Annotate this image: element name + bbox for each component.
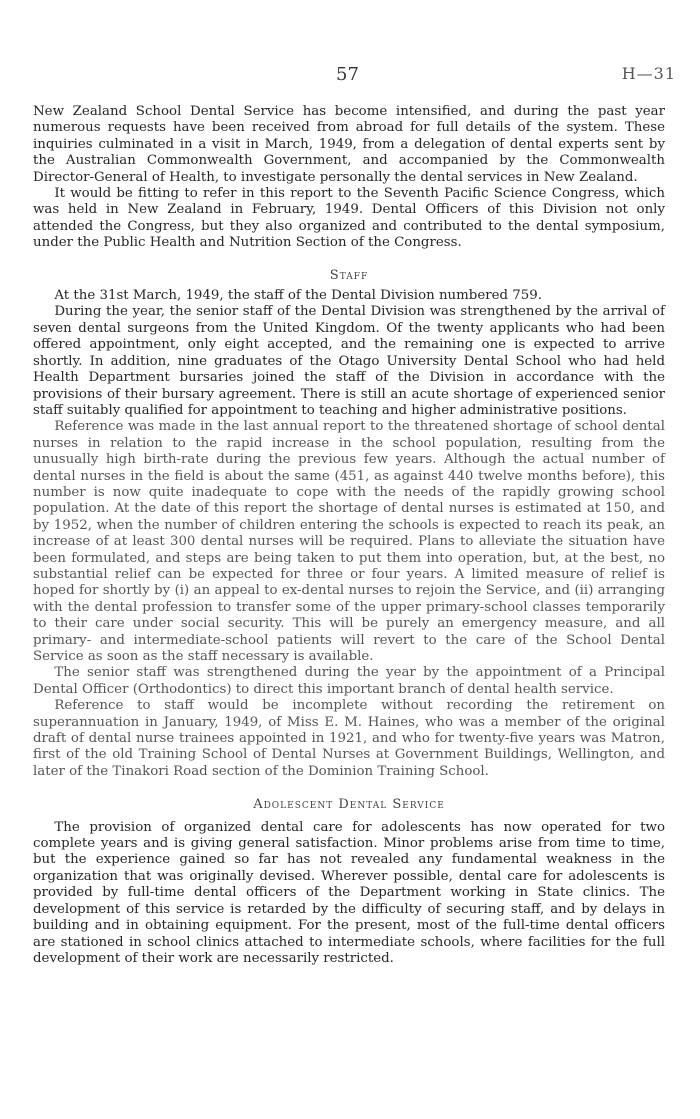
document-body: [33, 104, 665, 967]
adolescent-paragraph: The provision of organized dental care for adolescents has now operated for two complete years and is giving general satisfaction. Minor problems arise from time to time, but the experience gained so far has not revealed any fundamental weakness in the organization that was originally devised. Wherever possible, dental care for adolescents is provided by full-time dental officers of the Department working in State clinics. The development of this service is retarded by the difficulty of securing staff, and by delays in building and in obtaining equipment. For the present, most of the full-time dental officers are stationed in school clinics attached to intermediate schools, where facilities for the full development of their work are necessarily restricted.: [33, 819, 665, 966]
staff-paragraph: During the year, the senior staff of the Dental Division was strengthened by the arrival of seven dental surgeons from the United Kingdom. Of the twenty applicants who had been offered appointment, only eight accepted, and the remaining one is expected to arrive shortly. In addition, nine graduates of the Otago University Dental School who had held Health Department bursaries joined the staff of the Division in accordance with the provisions of their bursary agreement. There is still an acute shortage of experienced senior staff suitably qualified for appointment to teaching and higher administrative positions.: [33, 304, 665, 418]
section-heading-adolescent-dental-service: Adolescent Dental Service: [253, 797, 445, 813]
staff-paragraph: At the 31st March, 1949, the staff of the Dental Division numbered 759.: [54, 288, 542, 304]
staff-paragraph: Reference was made in the last annual report to the threatened shortage of school dental nurses in relation to the rapid increase in the school population, resulting from the unusually high birth-rate during the previous few years. Although the actual number of dental nurses in the field is about the same (451, as against 440 twelve months before), this number is now quite inadequate to cope with the needs of the rapidly growing school population. At the date of this report the shortage of dental nurses is estimated at 150, and by 1952, when the number of children entering the schools is expected to reach its peak, an increase of at least 300 dental nurses will be required. Plans to alleviate the situation have been formulated, and steps are being taken to put them into operation, but, at the best, no substantial relief can be expected for three or four years. A limited measure of relief is hoped for shortly by (i) an appeal to ex-dental nurses to rejoin the Service, and (ii) arranging with the dental profession to transfer some of the upper primary-school classes temporarily to their care under social security. This will be purely an emergency measure, and all primary- and intermediate-school patients will revert to the care of the School Dental Service as soon as the staff necessary is available.: [33, 419, 665, 664]
page-reference: H—31: [621, 64, 676, 83]
intro-paragraph: New Zealand School Dental Service has become intensified, and during the past year numerous requests have been received from abroad for full details of the system. These inquiries culminated in a visit in March, 1949, from a delegation of dental experts sent by the Australian Commonwealth Government, and accompanied by the Commonwealth Director-General of Health, to investigate personally the dental services in New Zealand.: [33, 104, 665, 185]
staff-paragraph: The senior staff was strengthened during the year by the appointment of a Principal Dental Officer (Orthodontics) to direct this important branch of dental health service.: [33, 665, 665, 697]
staff-paragraph: Reference to staff would be incomplete without recording the retirement on superannuation in January, 1949, of Miss E. M. Haines, who was a member of the original draft of dental nurse trainees appointed in 1921, and who for twenty-five years was Matron, first of the old Training School of Dental Nurses at Government Buildings, Wellington, and later of the Tinakori Road section of the Dominion Training School.: [33, 698, 665, 779]
page-number: 57: [336, 64, 359, 85]
intro-paragraph: It would be fitting to refer in this report to the Seventh Pacific Science Congress, which was held in New Zealand in February, 1949. Dental Officers of this Division not only attended the Congress, but they also organized and contributed to the dental symposium, under the Public Health and Nutrition Section of the Congress.: [33, 186, 665, 251]
section-heading-staff: Staff: [329, 267, 369, 283]
